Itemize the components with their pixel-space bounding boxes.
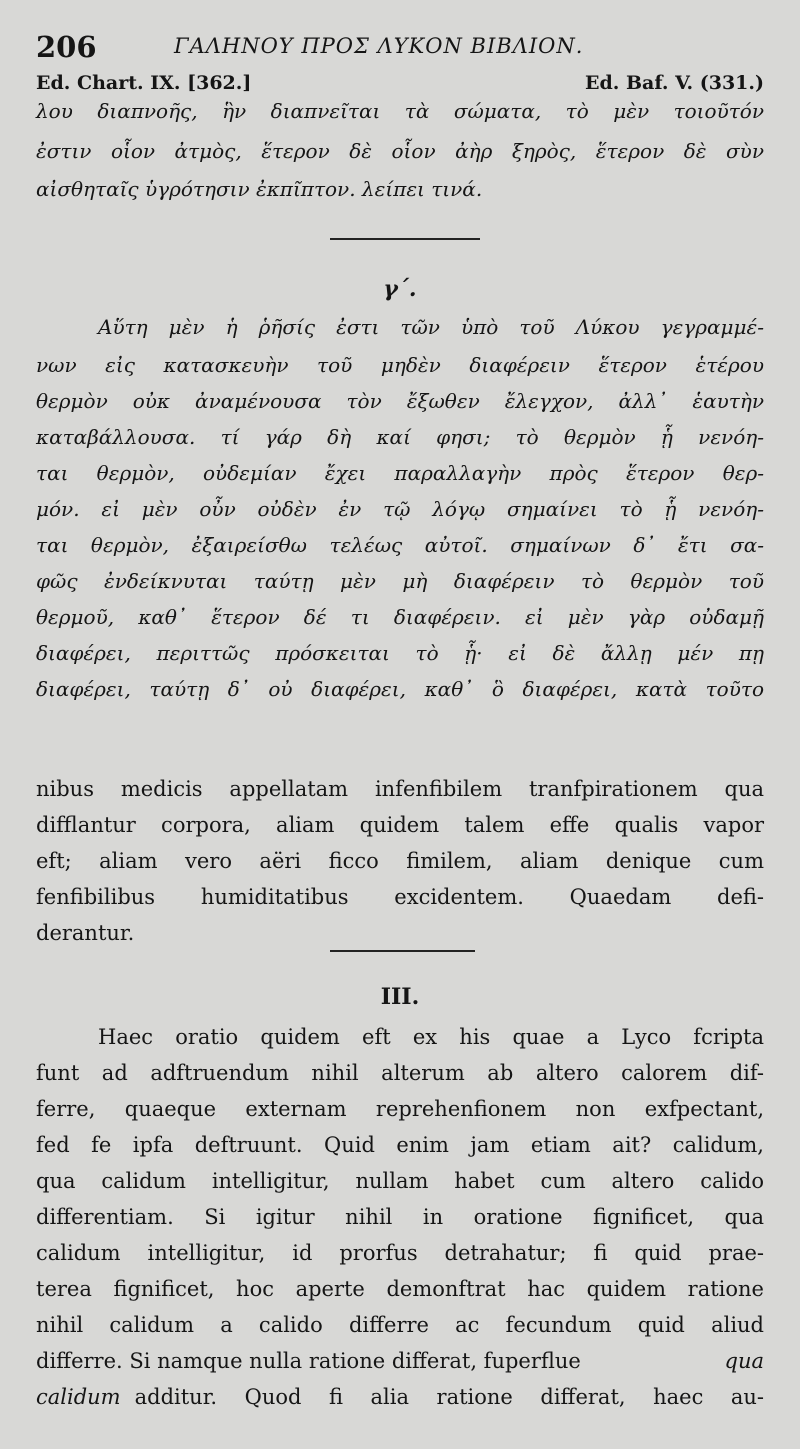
- greek-line: ται θερμὸν, οὐδεμίαν ἔχει παραλλαγὴν πρὸς ἕτερον θερ-: [36, 461, 764, 485]
- latin-line: derantur.: [36, 921, 135, 945]
- page-number: 206: [36, 30, 97, 64]
- greek-line: αἰσθηταῖς ὑγρότησιν ἐκπῖπτον. λείπει τινά.: [36, 177, 483, 201]
- latin-line: nihil calidum a calido differre ac fecundum quid aliud: [36, 1313, 764, 1337]
- greek-line: μόν. εἰ μὲν οὖν οὐδὲν ἐν τῷ λόγῳ σημαίνει τὸ ᾗ νενόη-: [36, 497, 764, 521]
- latin-line: difflantur corpora, aliam quidem talem effe qualis vapor: [36, 813, 764, 837]
- latin-line: [36, 1380, 764, 1414]
- latin-line: eft; aliam vero aëri ficco fimilem, aliam denique cum: [36, 849, 764, 873]
- greek-line: ἐστιν οἷον ἀτμὸς, ἕτερον δὲ οἷον ἀὴρ ξηρὸς, ἕτερον δὲ σὺν: [36, 139, 764, 163]
- latin-italic-calidum: calidum: [36, 1385, 121, 1409]
- latin-section-numeral: III.: [380, 984, 420, 1010]
- latin-italic-qua: qua: [724, 1349, 764, 1373]
- page-header: [36, 28, 764, 64]
- greek-line: λου διαπνοῆς, ἣν διαπνεῖται τὰ σώματα, τὸ μὲν τοιοῦτόν: [36, 99, 764, 123]
- running-title: ΓΑΛΗΝΟΥ ΠΡΟΣ ΛΥΚΟΝ ΒΙΒΛΙΟΝ.: [174, 34, 584, 58]
- latin-line: qua calidum intelligitur, nullam habet cum altero calido: [36, 1169, 764, 1193]
- section-divider-latin: [330, 950, 475, 952]
- latin-line: fed fe ipfa deftruunt. Quid enim jam etiam ait? calidum,: [36, 1133, 764, 1157]
- latin-line-text: additur. Quod fi alia ratione differat, haec au-: [134, 1385, 764, 1409]
- latin-line: ferre, quaeque externam reprehenfionem non exfpectant,: [36, 1097, 764, 1121]
- latin-line: Haec oratio quidem eft ex his quae a Lyco fcripta: [98, 1025, 764, 1049]
- latin-line: [36, 1344, 764, 1378]
- latin-line-text: differre. Si namque nulla ratione differat, fuperflue: [36, 1349, 581, 1373]
- greek-line: φῶς ἐνδείκνυται ταύτῃ μὲν μὴ διαφέρειν τὸ θερμὸν τοῦ: [36, 569, 764, 593]
- greek-section-numeral: γ΄.: [383, 276, 417, 302]
- latin-line: differentiam. Si igitur nihil in oratione fignificet, qua: [36, 1205, 764, 1229]
- greek-line: διαφέρει, περιττῶς πρόσκειται τὸ ᾗ· εἰ δὲ ἄλλῃ μέν πῃ: [36, 641, 764, 665]
- greek-line: ται θερμὸν, ἐξαιρείσθω τελέως αὐτοῖ. σημαίνων δ᾽ ἔτι σα-: [36, 533, 764, 557]
- latin-line: terea fignificet, hoc aperte demonftrat hac quidem ratione: [36, 1277, 764, 1301]
- greek-line: Αὕτη μὲν ἡ ῥῆσίς ἐστι τῶν ὑπὸ τοῦ Λύκου γεγραμμέ-: [98, 315, 764, 339]
- greek-line: θερμὸν οὐκ ἀναμένουσα τὸν ἔξωθεν ἔλεγχον, ἀλλ᾽ ἑαυτὴν: [36, 389, 764, 413]
- latin-line: fenfibilibus humiditatibus excidentem. Quaedam defi-: [36, 885, 764, 909]
- greek-line: νων εἰς κατασκευὴν τοῦ μηδὲν διαφέρειν ἕτερον ἑτέρου: [36, 353, 764, 377]
- latin-line: nibus medicis appellatam infenfibilem tranfpirationem qua: [36, 777, 764, 801]
- section-divider-greek: [330, 238, 480, 240]
- latin-line: calidum intelligitur, id prorfus detrahatur; fi quid prae-: [36, 1241, 764, 1265]
- edition-basel-reference: Ed. Baf. V. (331.): [585, 72, 764, 94]
- greek-line: θερμοῦ, καθ᾽ ἕτερον δέ τι διαφέρειν. εἰ μὲν γὰρ οὐδαμῇ: [36, 605, 764, 629]
- edition-chartier-reference: Ed. Chart. IX. [362.]: [36, 72, 252, 94]
- greek-line: διαφέρει, ταύτῃ δ᾽ οὐ διαφέρει, καθ᾽ ὃ διαφέρει, κατὰ τοῦτο: [36, 677, 764, 701]
- greek-line: καταβάλλουσα. τί γάρ δὴ καί φησι; τὸ θερμὸν ᾗ νενόη-: [36, 425, 764, 449]
- latin-line: funt ad adftruendum nihil alterum ab altero calorem dif-: [36, 1061, 764, 1085]
